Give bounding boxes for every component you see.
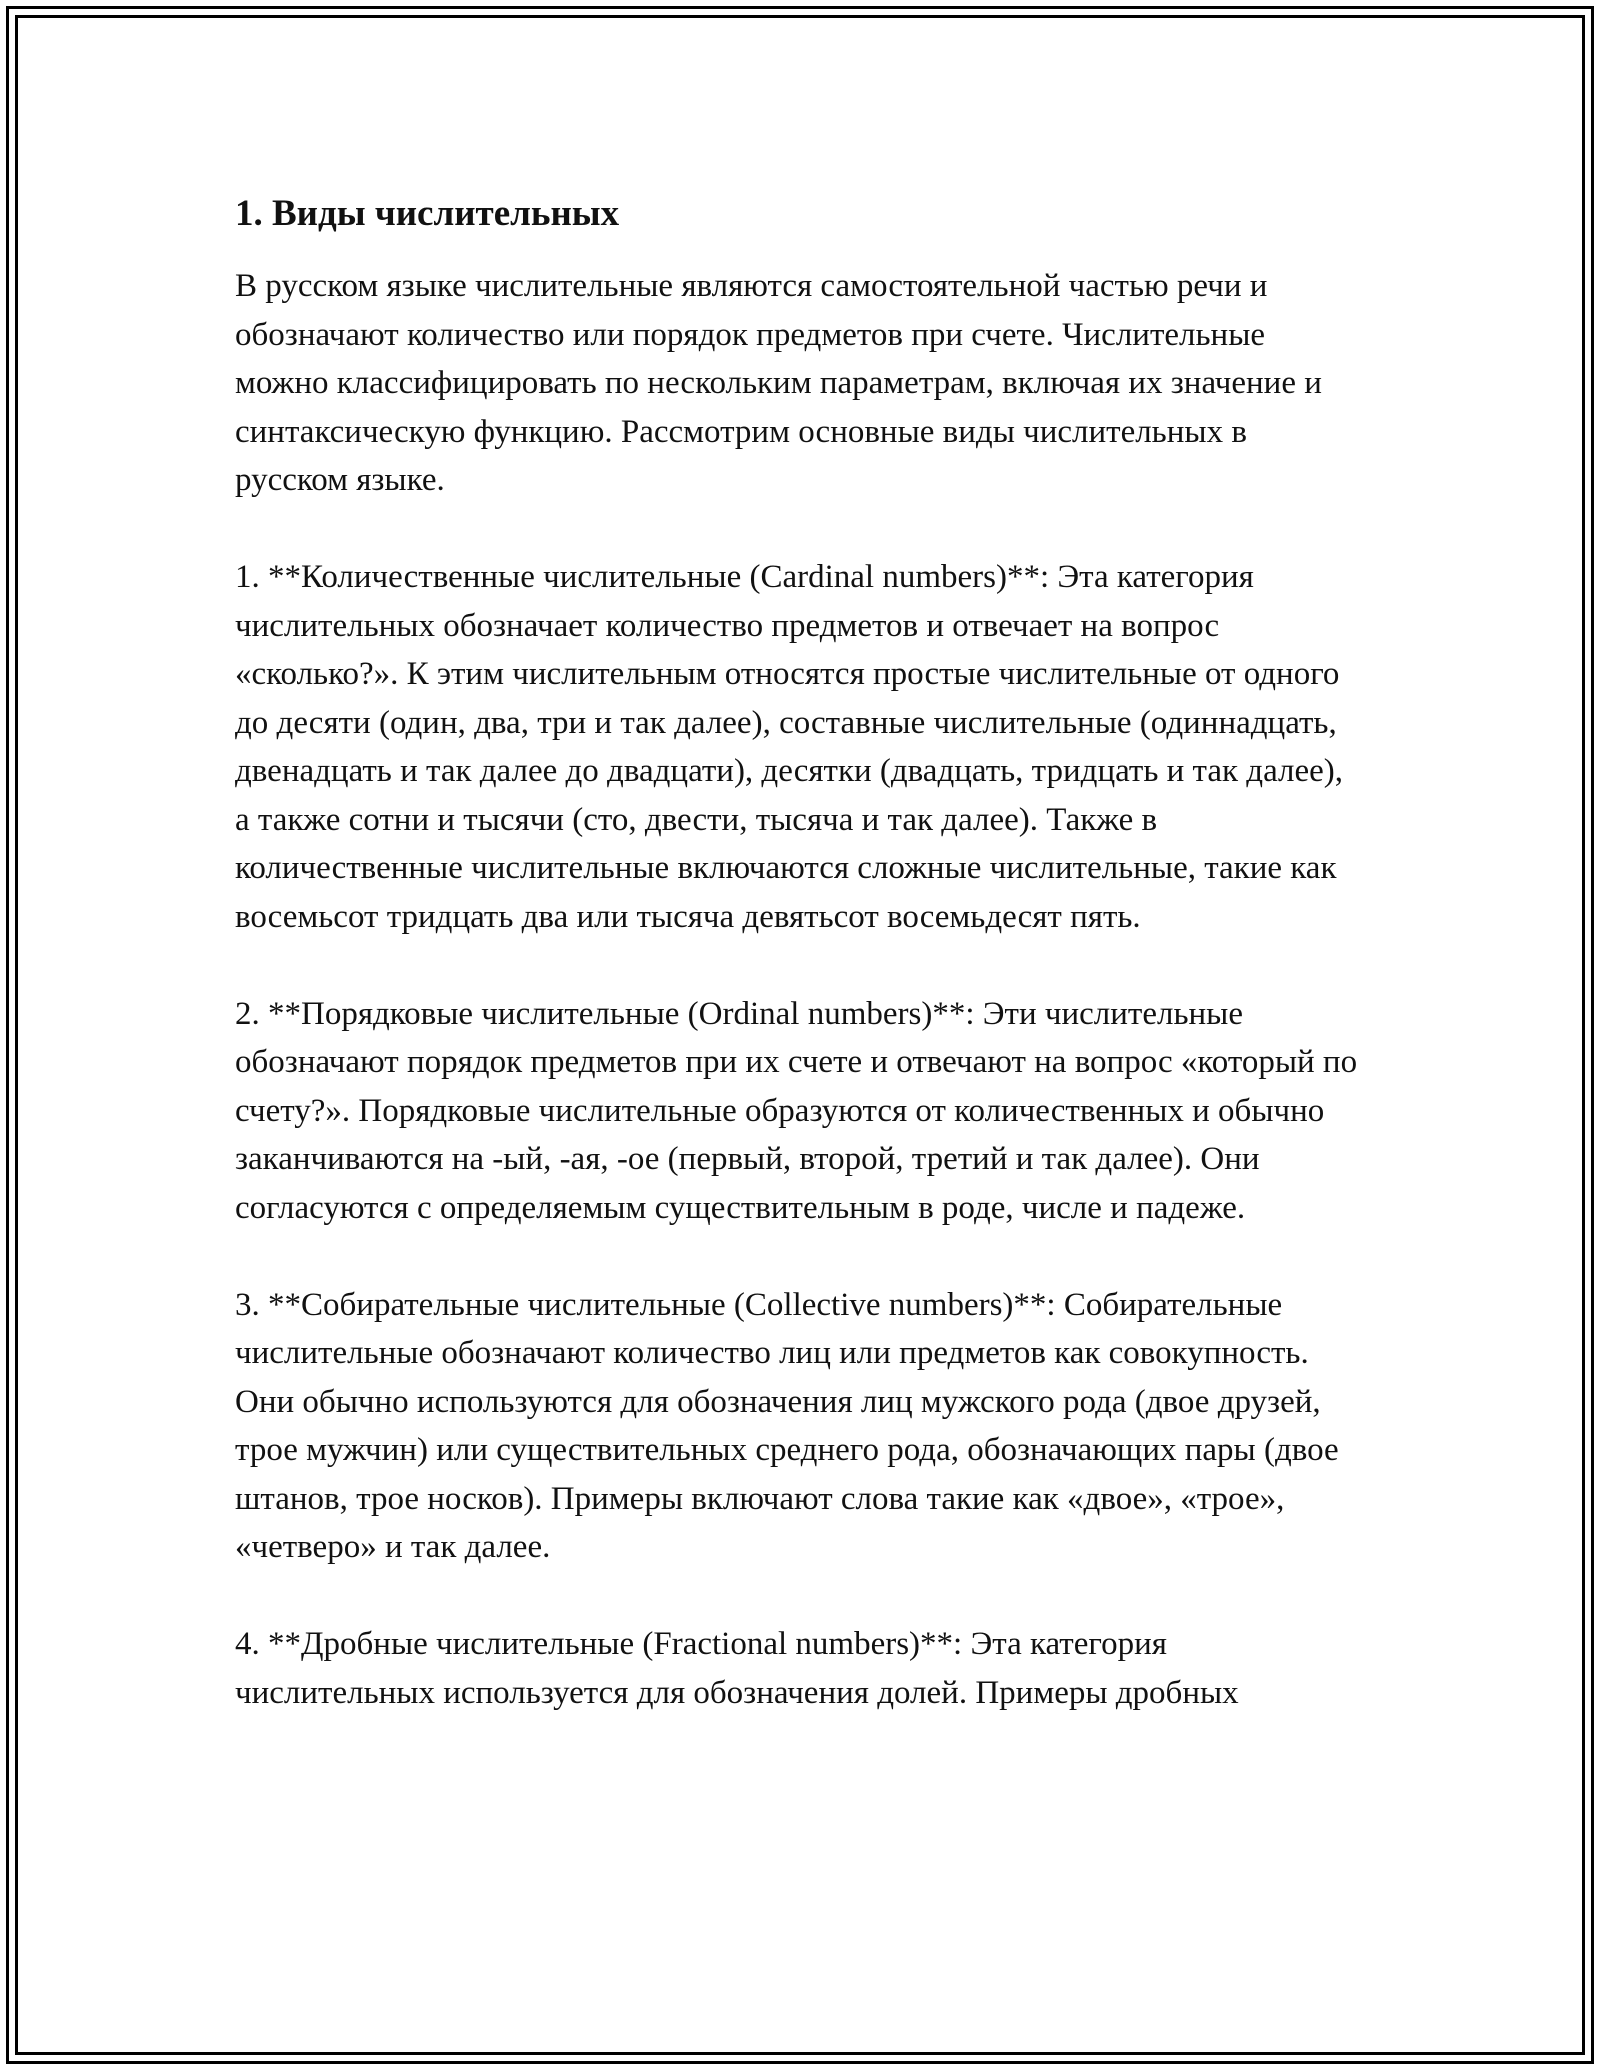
intro-paragraph: В русском языке числительные являются самостоятельной частью речи и обозначают количество или порядок предметов при счете. Числительные можно классифицировать по нескольким параметрам, включая их значение и синтаксическую функцию. Рассмотрим основные виды числительных в русском языке.	[235, 268, 1322, 498]
document-body	[235, 190, 1365, 1717]
fractional-numbers-paragraph: 4. **Дробные числительные (Fractional numbers)**: Эта категория числительных используется для обозначения долей. Примеры дробных	[235, 1626, 1239, 1711]
cardinal-numbers-paragraph: 1. **Количественные числительные (Cardinal numbers)**: Эта категория числительных обозначает количество предметов и отвечает на вопрос «сколько?». К этим числительным относятся простые числительные от одного до десяти (один, два, три и так далее), составные числительные (одиннадцать, двенадцать и так далее до двадцати), десятки (двадцать, тридцать и так далее), а также сотни и тысячи (сто, двести, тысяча и так далее). Также в количественные числительные включаются сложные числительные, такие как восемьсот тридцать два или тысяча девятьсот восемьдесят пять.	[235, 559, 1344, 935]
collective-numbers-paragraph: 3. **Собирательные числительные (Collective numbers)**: Собирательные числительные обозначают количество лиц или предметов как совокупность. Они обычно используются для обозначения лиц мужского рода (двое друзей, трое мужчин) или существительных среднего рода, обозначающих пары (двое штанов, трое носков). Примеры включают слова такие как «двое», «трое», «четверо» и так далее.	[235, 1286, 1339, 1565]
ordinal-numbers-paragraph: 2. **Порядковые числительные (Ordinal numbers)**: Эти числительные обозначают порядок предметов при их счете и отвечают на вопрос «который по счету?». Порядковые числительные образуются от количественных и обычно заканчиваются на -ый, -ая, -ое (первый, второй, третий и так далее). Они согласуются с определяемым существительным в роде, числе и падеже.	[235, 995, 1358, 1226]
section-heading: 1. Виды числительных	[235, 193, 620, 234]
